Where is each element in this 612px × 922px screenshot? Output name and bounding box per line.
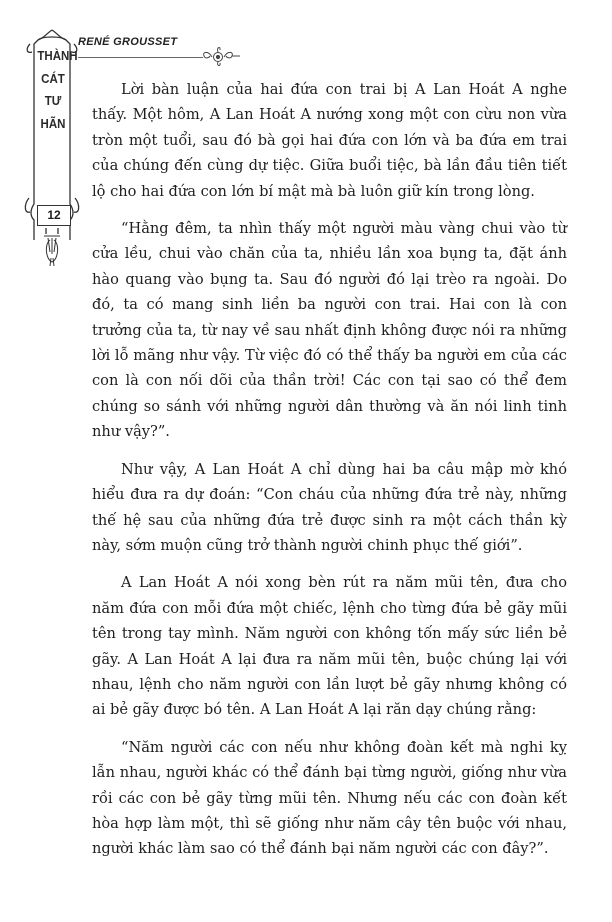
paragraph: Lời bàn luận của hai đứa con trai bị A Lan Hoát A nghe thấy. Một hôm, A Lan Hoát A nướng xong một con cừu non vừa tròn một tuổi, sau đó bà gọi hai đứa con lớn và ba đứa em trai của chúng đến cùng dự tiệc. Giữa buổi tiệc, bà lần đầu tiên tiết lộ cho hai đứa con lớn bí mật mà bà luôn giữ kín trong lòng. bbox=[92, 81, 567, 200]
header-rule bbox=[78, 57, 203, 58]
side-tab-title-line: TƯ bbox=[44, 94, 62, 108]
side-tab-title-line: HÃN bbox=[40, 116, 66, 131]
side-tab-title-line: THÀNH bbox=[37, 49, 78, 63]
header-author: RENÉ GROUSSET bbox=[78, 36, 178, 48]
floral-ornament-icon bbox=[198, 44, 242, 68]
side-tab-title-line: CÁT bbox=[41, 71, 65, 86]
paragraph: A Lan Hoát A nói xong bèn rút ra năm mũi tên, đưa cho năm đứa con mỗi đứa một chiếc, lệnh cho từng đứa bẻ gãy mũi tên trong tay mình. Năm người con không tốn mấy sức liền bẻ gãy. A Lan Hoát A lại đưa ra năm mũi tên, buộc chúng lại với nhau, lệnh cho năm người con lần lượt bẻ gãy nhưng không có ai bẻ gãy được bó tên. A Lan Hoát A lại răn dạy chúng rằng: bbox=[92, 574, 567, 719]
side-tab-title bbox=[36, 49, 78, 140]
paragraph: “Năm người các con nếu như không đoàn kết mà nghi kỵ lẫn nhau, người khác có thể đánh bại từng người, giống như vừa rồi các con bẻ gãy từng mũi tên. Nhưng nếu các con đoàn kết hòa hợp làm một, thì sẽ giống như năm cây tên buộc với nhau, người khác làm sao có thể đánh bại năm người các con đây?”. bbox=[92, 738, 567, 858]
page-number: 12 bbox=[37, 205, 71, 226]
paragraph: “Hằng đêm, ta nhìn thấy một người màu vàng chui vào từ cửa lều, chui vào chăn của ta, nhiều lần xoa bụng ta, đặt ánh hào quang vào bụng ta. Sau đó người đó lại trèo ra ngoài. Do đó, ta có mang sinh liền ba người con trai. Hai con là con trưởng của ta, từ nay về sau nhất định không được nói ra những lời lỗ mãng như vậy. Từ việc đó có thể thấy ba người em của các con là con nối dõi của thần trời! Các con tại sao có thể đem chúng so sánh với những người dân thường và ăn nói linh tinh như vậy?”. bbox=[92, 220, 567, 441]
paragraph: Như vậy, A Lan Hoát A chỉ dùng hai ba câu mập mờ khó hiểu đưa ra dự đoán: “Con cháu của những đứa trẻ này, những thế hệ sau của những đứa trẻ được sinh ra một cách thần kỳ này, sớm muộn cũng trở thành người chinh phục thế giới”. bbox=[92, 460, 567, 554]
body-text bbox=[92, 77, 567, 874]
